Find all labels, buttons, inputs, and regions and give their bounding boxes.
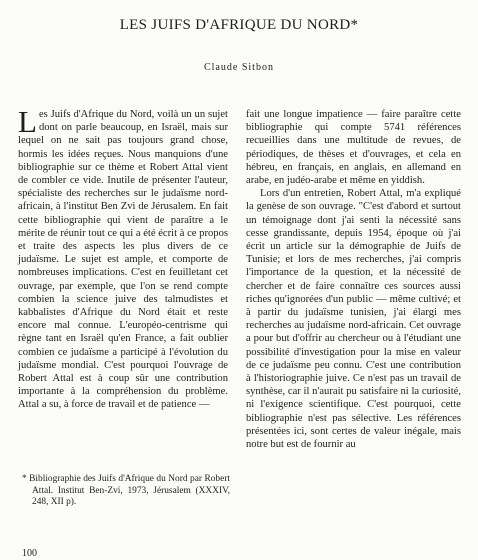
page-number: 100 [22, 548, 37, 559]
footnote: * Bibliographie des Juifs d'Afrique du Nord par Robert Attal. Institut Ben-Zvi, 1973, Jérusalem (XXXIV, 248, XII p). [22, 474, 230, 507]
article-title: LES JUIFS D'AFRIQUE DU NORD* [119, 17, 359, 33]
paragraph-intro [18, 104, 228, 412]
paragraph-continued: fait une longue impatience — faire paraître cette bibliographie qui compte 5741 références recueillies dans une multitude de revues, de périodiques, de thèses et d'ouvrages, et cela en hébreu, en français, en anglais, en allemand en arabe, en judéo-arabe et même en yiddish. [246, 109, 461, 187]
article-author: Claude Sitbon [204, 62, 274, 73]
paragraph-intro-text: es Juifs d'Afrique du Nord, voilà un un sujet dont on parle beaucoup, en Israël, mais sur lequel on ne sait pas toujours grand chose, hormis les idées reçues. Nous manquions d'une bibliographie sur ce thème et Robert Attal vient de combler ce vide. Inutile de présenter l'auteur, spécialiste des recherches sur le judaïsme nord-africain, à l'institut Ben Zvi de Jérusalem. En fait cette bibliographie qui vient de paraître a le mérite de réunir tout ce qui a été écrit à ce propos et traite des aspects les plus divers de ce judaïsme. Le sujet est ample, et comporte de nombreuses implications. C'est en feuilletant cet ouvrage, par exemple, que l'on se rend compte combien la science juive des talmudistes et kabbalistes d'Afrique du Nord était et reste encore mal connue. L'européo-centrisme qui règne tant en Israël qu'en France, a fait oublier combien ce judaïsme a participé à l'évolution du judaïsme mondial. C'est pourquoi l'ouvrage de Robert Attal est à coup sûr une contribution importante à la compréhension du problème. Attal a su, à force de travail et de patience — [18, 109, 228, 411]
drop-cap: L [18, 104, 37, 139]
paragraph-interview: Lors d'un entretien, Robert Attal, m'a expliqué la genèse de son ouvrage. "C'est d'abord et surtout un témoignage dont j'ai senti la nécessité sans cesse grandissante, depuis 1954, époque où j'ai écrit un article sur la démographie de Juifs de Tunisie; et lors de mes recherches, j'ai compris l'importance de la question, et la nécessité de chercher et de faire connaître ces sources aussi riches qu'ignorées d'un public — même cultivé; et à partir du judaïsme tunisien, j'ai élargi mes recherches au judaïsme nord-africain. Cet ouvrage a pour but d'offrir au chercheur ou à l'étudiant une possibilité d'investigation pour la mise en valeur de ce judaïsme peu connu. C'est une contribution à l'historiographie juive. Ce n'est pas un travail de synthèse, car il n'aurait pu satisfaire ni la curiosité, ni l'exigence scientifique. C'est pourquoi, cette bibliographie n'est pas sélective. Les références présentées ici, sont certes de valeur inégale, mais notre but est de fournir au [246, 188, 461, 451]
right-column [246, 108, 461, 451]
left-column [18, 104, 228, 412]
